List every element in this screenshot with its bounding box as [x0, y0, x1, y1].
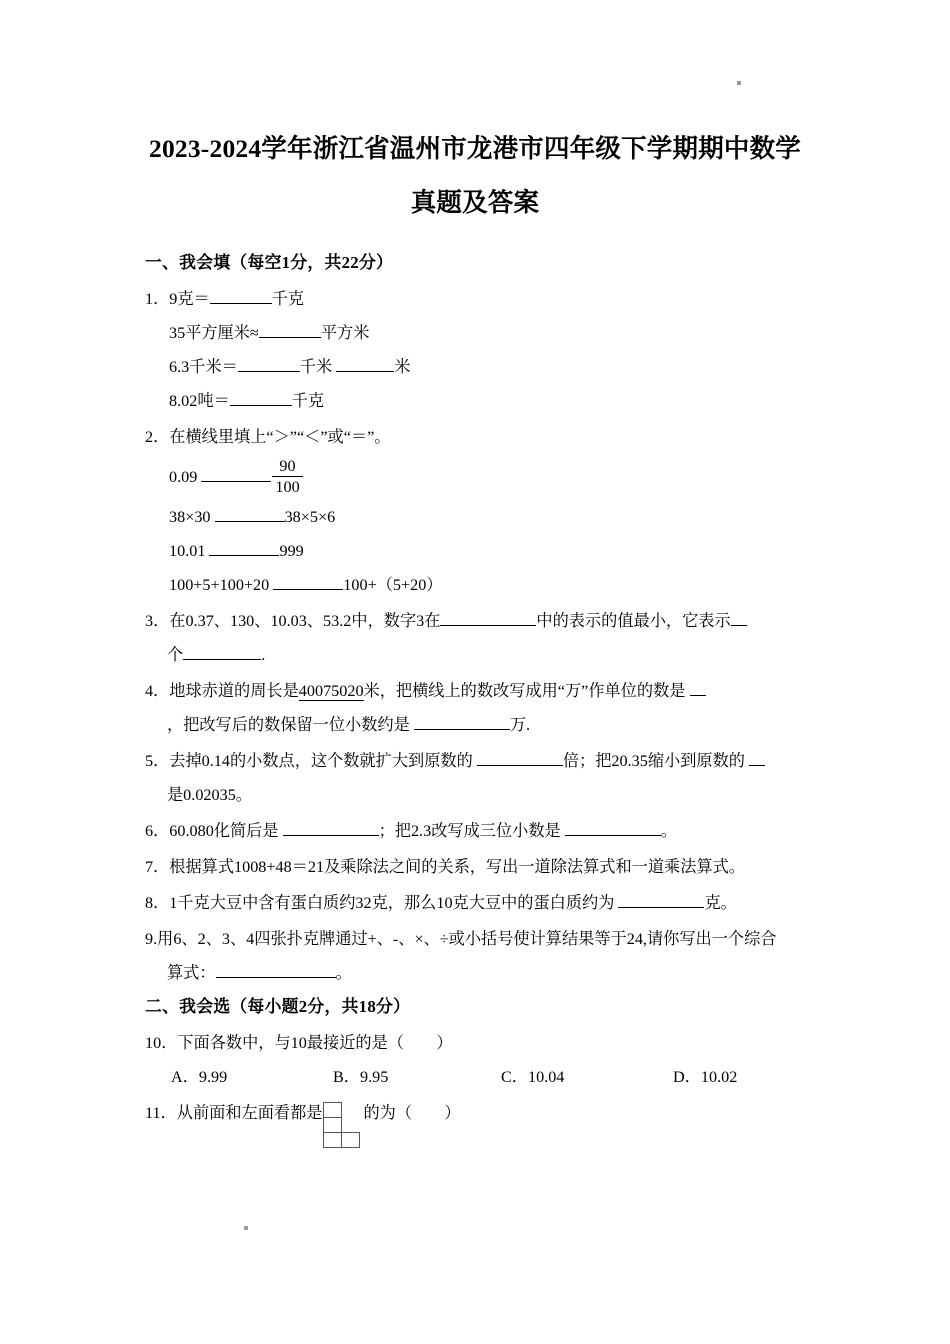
answer-blank[interactable]	[183, 659, 261, 660]
answer-blank[interactable]	[238, 371, 300, 372]
question-10-number: 10．	[145, 1034, 178, 1052]
question-3-part3: 个	[167, 646, 184, 664]
question-4-underlined-number: 40075020	[298, 682, 364, 700]
option-a[interactable]: A．9.99	[171, 1068, 228, 1086]
question-2-c-right: 999	[279, 542, 304, 560]
question-2-stem: 在横线里填上“＞”“＜”或“＝”。	[169, 428, 391, 446]
answer-blank[interactable]	[230, 405, 292, 406]
question-10	[145, 1026, 833, 1094]
option-c[interactable]: C．10.04	[501, 1068, 565, 1086]
question-7-text: 根据算式1008+48＝21及乘除法之间的关系，写出一道除法算式和一道乘法算式。	[169, 858, 745, 876]
answer-blank[interactable]	[440, 625, 536, 626]
answer-blank[interactable]	[201, 481, 271, 482]
page-title	[95, 122, 855, 230]
question-3-part1: 在0.37、130、10.03、53.2中，数字3在	[169, 612, 441, 630]
question-4	[145, 674, 833, 742]
question-8-number: 8．	[145, 894, 170, 912]
question-1-line3	[145, 350, 833, 384]
question-6	[145, 814, 833, 848]
question-1-line2	[145, 316, 833, 350]
question-2-row-a	[145, 454, 833, 500]
question-6-part3: 。	[660, 822, 677, 840]
question-9-part2: 算式：	[167, 964, 216, 982]
question-1-line3-mid: 千米	[299, 358, 333, 376]
question-7-number: 7．	[145, 858, 170, 876]
answer-blank[interactable]	[273, 589, 343, 590]
question-6-part1: 60.080化简后是	[169, 822, 279, 840]
question-5-number: 5．	[145, 752, 170, 770]
question-4-part1: 地球赤道的周长是	[169, 682, 299, 700]
question-7	[145, 850, 833, 884]
section-heading-fill-in: 一、我会填（每空1分，共22分）	[145, 253, 394, 272]
answer-blank[interactable]	[690, 695, 706, 696]
question-6-number: 6．	[145, 822, 170, 840]
page-margin-dot-top	[737, 81, 741, 85]
question-9-number: 9.	[145, 930, 158, 948]
question-2-row-b	[145, 500, 833, 534]
question-4-part2: 米，把横线上的数改写成用“万”作单位的数是	[363, 682, 686, 700]
question-1-line1-pre: 9克＝	[169, 290, 210, 308]
answer-blank[interactable]	[259, 337, 321, 338]
exam-body	[145, 248, 833, 1151]
answer-blank[interactable]	[210, 303, 272, 304]
question-10-options	[145, 1060, 833, 1094]
fraction-90-over-100	[272, 457, 302, 496]
answer-blank[interactable]	[731, 625, 747, 626]
option-b[interactable]: B．9.95	[333, 1068, 389, 1086]
section-heading-multiple-choice: 二、我会选（每小题2分，共18分）	[145, 997, 411, 1016]
block-cell	[323, 1117, 342, 1133]
l-shaped-block-figure-icon	[323, 1102, 360, 1149]
question-1-line3-pre: 6.3千米＝	[169, 358, 238, 376]
question-11-part2: 的为（ ）	[363, 1104, 461, 1122]
question-6-part2: ；把2.3改写成三位小数是	[378, 822, 561, 840]
question-11-part1: 从前面和左面看都是	[176, 1104, 323, 1122]
question-2-b-left: 38×30	[169, 508, 211, 526]
question-9-part1: 用6、2、3、4四张扑克牌通过+、-、×、÷或小括号使计算结果等于24,请你写出一个综合	[157, 930, 777, 948]
question-5-part2: 倍；把20.35缩小到原数的	[562, 752, 745, 770]
title-line-1: 2023-2024学年浙江省温州市龙港市四年级下学期期中数学	[149, 134, 801, 163]
question-2-b-right: 38×5×6	[284, 508, 336, 526]
answer-blank[interactable]	[215, 521, 285, 522]
question-2-number: 2．	[145, 428, 170, 446]
question-3-part2: 中的表示的值最小，它表示	[536, 612, 731, 630]
question-2-d-right: 100+（5+20）	[343, 576, 443, 594]
question-1-line4	[145, 384, 833, 418]
question-4-line2	[145, 708, 833, 742]
answer-blank[interactable]	[209, 555, 279, 556]
question-3-number: 3．	[145, 612, 170, 630]
question-1-line2-pre: 35平方厘米≈	[169, 324, 259, 342]
question-3-part4: .	[261, 646, 266, 664]
question-8-part1: 1千克大豆中含有蛋白质约32克，那么10克大豆中的蛋白质约为	[169, 894, 615, 912]
answer-blank[interactable]	[477, 765, 563, 766]
answer-blank[interactable]	[414, 729, 510, 730]
question-9-part3: 。	[335, 964, 352, 982]
question-3	[145, 604, 833, 672]
answer-blank[interactable]	[749, 765, 765, 766]
question-5-line2	[145, 778, 833, 812]
title-line-2: 真题及答案	[410, 188, 540, 217]
question-2-c-left: 10.01	[169, 542, 206, 560]
question-4-part4: 万.	[509, 716, 531, 734]
page-margin-dot-bottom	[244, 1226, 248, 1230]
question-5-part1: 去掉0.14的小数点，这个数就扩大到原数的	[169, 752, 473, 770]
question-1-line4-pre: 8.02吨＝	[169, 392, 230, 410]
question-1-line3-post: 米	[394, 358, 411, 376]
question-8	[145, 886, 833, 920]
question-11-number: 11．	[145, 1104, 177, 1122]
question-1-line4-post: 千克	[291, 392, 325, 410]
question-5-part3: 是0.02035。	[167, 786, 252, 804]
fraction-denominator: 100	[275, 478, 300, 497]
question-2-row-d	[145, 568, 833, 602]
question-1-number: 1．	[145, 290, 170, 308]
fraction-numerator: 90	[272, 457, 302, 477]
question-1-line2-post: 平方米	[320, 324, 370, 342]
question-2-a-left: 0.09	[169, 468, 198, 486]
question-8-part2: 克。	[704, 894, 737, 912]
question-2	[145, 420, 833, 602]
answer-blank[interactable]	[283, 835, 379, 836]
answer-blank[interactable]	[216, 977, 336, 978]
answer-blank[interactable]	[618, 907, 704, 908]
question-2-row-c	[145, 534, 833, 568]
question-9-line2	[145, 956, 833, 990]
question-3-line2	[145, 638, 833, 672]
block-cell	[323, 1102, 342, 1118]
question-1	[145, 282, 833, 418]
question-5	[145, 744, 833, 812]
block-cell	[341, 1132, 360, 1148]
answer-blank[interactable]	[565, 835, 661, 836]
question-9	[145, 922, 833, 990]
block-cell	[323, 1132, 342, 1148]
option-d[interactable]: D．10.02	[673, 1068, 738, 1086]
question-2-d-left: 100+5+100+20	[169, 576, 270, 594]
question-4-part3: ，把改写后的数保留一位小数约是	[167, 716, 410, 734]
question-10-stem: 下面各数中，与10最接近的是（ ）	[177, 1034, 453, 1052]
answer-blank[interactable]	[336, 371, 394, 372]
question-4-number: 4．	[145, 682, 170, 700]
question-1-line1-post: 千克	[271, 290, 305, 308]
question-11	[145, 1096, 833, 1149]
